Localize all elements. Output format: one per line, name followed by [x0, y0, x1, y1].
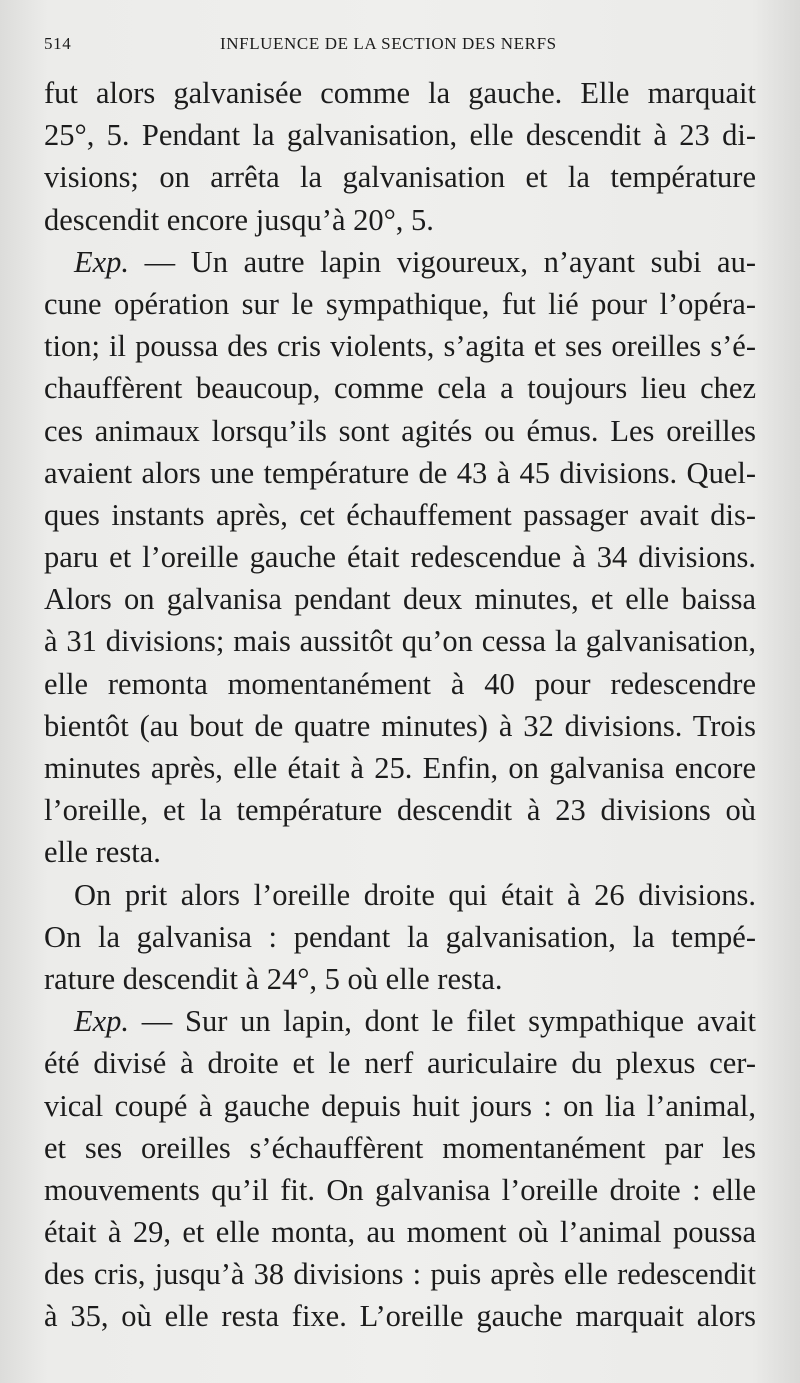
text-line [44, 1253, 756, 1295]
line-text: descendit encore jusqu’à 20°, 5. [44, 202, 434, 237]
text-line [44, 1211, 756, 1253]
text-line [44, 1000, 756, 1042]
text-line [44, 1169, 756, 1211]
text-line [44, 114, 756, 156]
line-text: On prit alors l’oreille droite qui était à 26 divisions. [74, 877, 756, 912]
text-line [44, 578, 756, 620]
text-line [44, 283, 756, 325]
text-line [44, 72, 756, 114]
line-text: fut alors galvanisée comme la gauche. Elle marquait [44, 76, 756, 110]
line-text: à 31 divisions; mais aussitôt qu’on cessa la galvanisation, [44, 624, 756, 659]
text-line [44, 156, 756, 198]
text-line [44, 705, 756, 747]
line-text: bientôt (au bout de quatre minutes) à 32 divisions. Trois [44, 708, 756, 743]
line-text: était à 29, et elle monta, au moment où l’animal poussa [44, 1215, 756, 1250]
experiment-label: Exp. [74, 244, 130, 279]
text-line [44, 874, 756, 916]
text-line [44, 410, 756, 452]
line-text: ques instants après, cet échauffement passager avait dis- [44, 497, 756, 532]
text-line [44, 494, 756, 536]
text-line [44, 916, 756, 958]
text-line [44, 1295, 756, 1337]
text-line [44, 325, 756, 367]
text-line [44, 199, 756, 241]
text-line [44, 747, 756, 789]
line-text: paru et l’oreille gauche était redescendue à 34 divisions. [44, 540, 756, 575]
line-text: elle remonta momentanément à 40 pour redescendre [44, 666, 756, 701]
text-line [44, 452, 756, 494]
line-text: des cris, jusqu’à 38 divisions : puis après elle redescendit [44, 1257, 756, 1292]
line-text: — Un autre lapin vigoureux, n’ayant subi au- [129, 244, 756, 279]
line-text: — Sur un lapin, dont le filet sympathique avait [129, 1004, 756, 1039]
text-line [44, 958, 756, 1000]
line-text: chauffèrent beaucoup, comme cela a toujours lieu chez [44, 371, 756, 406]
body-text [44, 72, 756, 1338]
line-text: ces animaux lorsqu’ils sont agités ou émus. Les oreilles [44, 413, 756, 448]
line-text: et ses oreilles s’échauffèrent momentanément par les [44, 1130, 756, 1165]
line-text: minutes après, elle était à 25. Enfin, on galvanisa encore [44, 751, 756, 785]
line-text: Alors on galvanisa pendant deux minutes, et elle baissa [44, 582, 756, 617]
line-text: mouvements qu’il fit. On galvanisa l’oreille droite : elle [44, 1172, 756, 1207]
line-text: tion; il poussa des cris violents, s’agita et ses oreilles s’é- [44, 329, 756, 364]
line-text: On la galvanisa : pendant la galvanisation, la tempé- [44, 919, 756, 954]
page-header [44, 34, 764, 58]
text-line [44, 663, 756, 705]
line-text: cune opération sur le sympathique, fut lié pour l’opéra- [44, 286, 756, 321]
line-text: 25°, 5. Pendant la galvanisation, elle descendit à 23 di- [44, 118, 756, 153]
text-line [44, 1127, 756, 1169]
page-number: 514 [44, 34, 72, 53]
text-line [44, 1085, 756, 1127]
text-line [44, 241, 756, 283]
line-text: elle resta. [44, 835, 161, 870]
line-text: rature descendit à 24°, 5 où elle resta. [44, 961, 503, 996]
line-text: avaient alors une température de 43 à 45 divisions. Quel- [44, 455, 756, 490]
text-line [44, 1042, 756, 1084]
text-line [44, 789, 756, 831]
experiment-label: Exp. [74, 1004, 130, 1039]
line-text: à 35, où elle resta fixe. L’oreille gauche marquait alors [44, 1299, 756, 1334]
line-text: vical coupé à gauche depuis huit jours : on lia l’animal, [44, 1088, 756, 1123]
running-head: INFLUENCE DE LA SECTION DES NERFS [220, 34, 557, 53]
line-text: été divisé à droite et le nerf auriculaire du plexus cer- [44, 1046, 756, 1081]
text-line [44, 367, 756, 409]
text-line [44, 536, 756, 578]
line-text: l’oreille, et la température descendit à 23 divisions où [44, 793, 756, 828]
line-text: visions; on arrêta la galvanisation et la température [44, 160, 756, 195]
text-line [44, 620, 756, 662]
text-line [44, 831, 756, 873]
